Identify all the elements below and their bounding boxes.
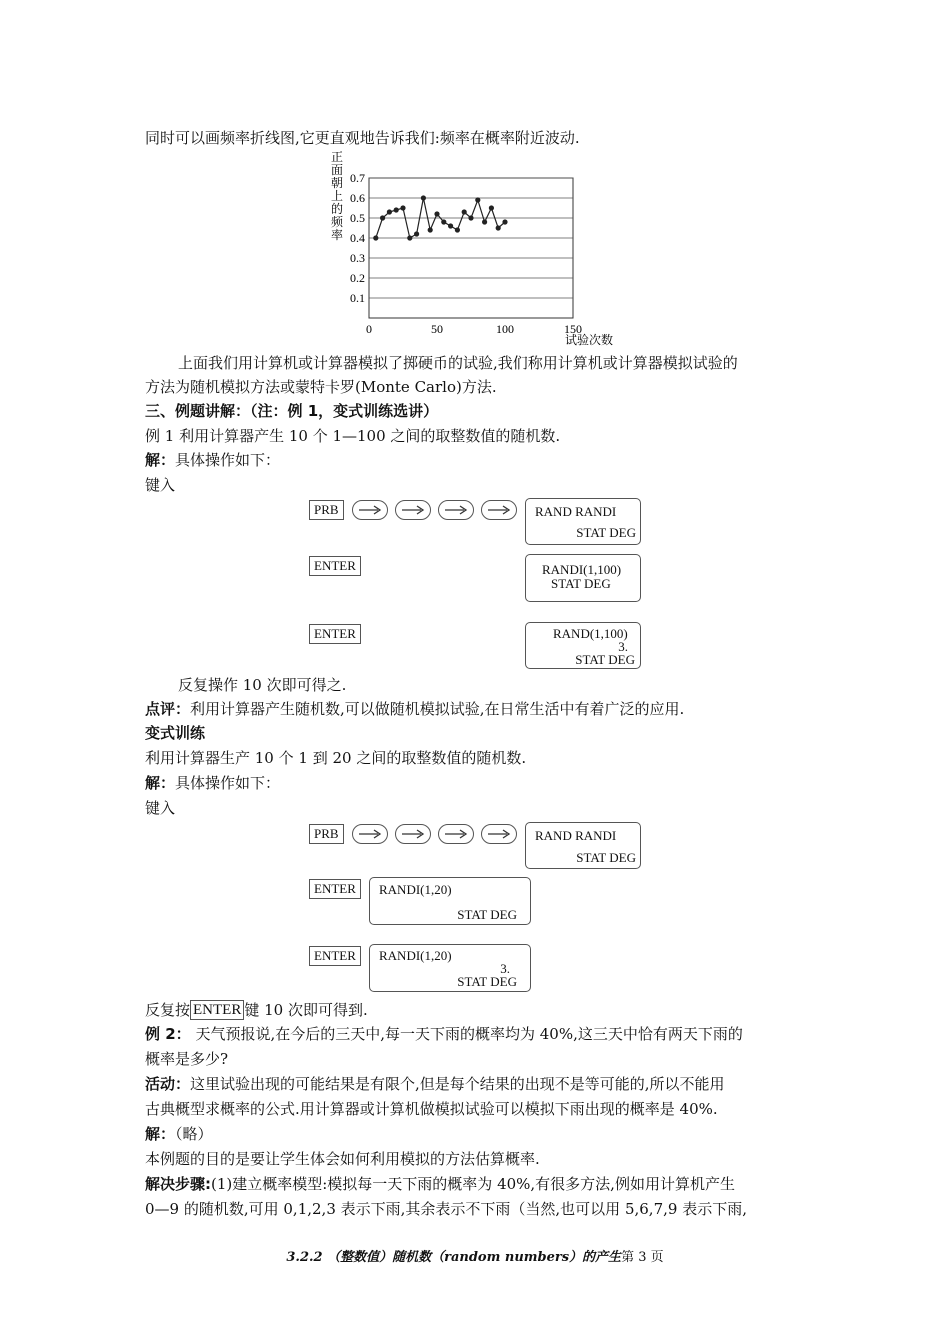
display-text: RANDI(1,100) [542, 562, 622, 577]
plot-frame [369, 178, 573, 318]
y-tick-label: 0.1 [350, 291, 365, 305]
footer-page: 第 3 页 [621, 1250, 664, 1265]
data-point [462, 209, 467, 214]
section-heading: 变式训练 [145, 724, 206, 742]
text-line [145, 1174, 735, 1194]
enter-key: ENTER [309, 556, 361, 576]
text-line: 上面我们用计算机或计算器模拟了掷硬币的试验,我们称用计算机或计算器模拟试验的 [178, 354, 738, 372]
data-point [482, 219, 487, 224]
text-line: 0—9 的随机数,可用 0,1,2,3 表示下雨,其余表示不下雨（当然,也可以用 5,6,7,9 表示下雨, [145, 1200, 747, 1218]
x-tick-label: 0 [366, 322, 372, 336]
display-value: 3. [618, 639, 628, 654]
inline-enter-key: ENTER [190, 1000, 244, 1020]
y-axis-label [331, 150, 344, 242]
text-span: （略） [175, 1125, 213, 1143]
display-value: 3. [500, 961, 510, 976]
text-line [145, 1124, 213, 1144]
data-point [428, 227, 433, 232]
y-tick-label: 0.5 [350, 211, 365, 225]
display-status: STAT DEG [457, 974, 517, 989]
text-line [145, 773, 280, 793]
data-point [475, 197, 480, 202]
data-point [421, 195, 426, 200]
y-tick-label: 0.6 [350, 191, 365, 205]
calc-display [369, 944, 531, 992]
text-span: 反复按 [145, 1001, 191, 1019]
text-line [145, 699, 684, 719]
text-span: 这里试验出现的可能结果是有限个,但是每个结果的出现不是等可能的,所以不能用 [190, 1075, 725, 1093]
label-comment: 点评： [145, 700, 191, 718]
y-axis-label-char: 面 [330, 163, 344, 177]
frequency-line-chart [320, 148, 630, 348]
calc-display [525, 498, 641, 545]
label-example-2: 例 2： [145, 1025, 191, 1043]
y-axis-label-char: 正 [330, 150, 344, 164]
text-line: 反复操作 10 次即可得之. [178, 676, 347, 694]
page-footer [0, 1246, 950, 1265]
x-tick-label: 100 [496, 322, 514, 336]
display-text: RANDI(1,20) [379, 948, 452, 963]
x-tick-labels [366, 322, 582, 336]
label-solution: 解： [145, 774, 176, 792]
text-line: 键入 [145, 799, 176, 817]
text-line: 概率是多少? [145, 1050, 229, 1068]
x-tick-label: 50 [431, 322, 443, 336]
y-axis-label-char: 频 [330, 215, 344, 229]
text-line [145, 1074, 725, 1094]
footer-title: 3.2.2 （整数值）随机数（random numbers）的产生 [286, 1250, 622, 1265]
data-point [502, 219, 507, 224]
data-point [489, 205, 494, 210]
text-line [145, 450, 280, 470]
text-line: 同时可以画频率折线图,它更直观地告诉我们:频率在概率附近波动. [145, 129, 580, 147]
right-arrow-icon [395, 824, 431, 844]
text-line: 古典概型求概率的公式.用计算器或计算机做模拟试验可以模拟下雨出现的概率是 40%. [145, 1100, 718, 1118]
text-line: 键入 [145, 476, 176, 494]
text-span: 天气预报说,在今后的三天中,每一天下雨的概率均为 40%,这三天中恰有两天下雨的 [190, 1025, 743, 1043]
label-solution: 解： [145, 1125, 176, 1143]
prb-key: PRB [309, 824, 344, 844]
right-arrow-icon [352, 824, 388, 844]
calc-display [525, 822, 641, 869]
display-status: STAT DEG [575, 652, 635, 667]
text-span: (1)建立概率模型:模拟每一天下雨的概率为 40%,有很多方法,例如用计算机产生 [211, 1175, 735, 1193]
display-status: STAT DEG [457, 907, 517, 922]
text-span: 利用计算器产生随机数,可以做随机模拟试验,在日常生活中有着广泛的应用. [190, 700, 685, 718]
label-activity: 活动： [145, 1075, 191, 1093]
text-line: 方法为随机模拟方法或蒙特卡罗(Monte Carlo)方法. [145, 378, 497, 396]
enter-key: ENTER [309, 624, 361, 644]
display-text: RANDI(1,20) [379, 882, 452, 897]
text-span: 具体操作如下： [175, 774, 281, 792]
data-point [496, 225, 501, 230]
text-span: 具体操作如下： [175, 451, 281, 469]
right-arrow-icon [352, 500, 388, 520]
chart-grid [369, 178, 573, 318]
data-point [441, 219, 446, 224]
text-line: 利用计算器生产 10 个 1 到 20 之间的取整数值的随机数. [145, 749, 527, 767]
display-status: STAT DEG [576, 525, 636, 540]
data-point [394, 207, 399, 212]
right-arrow-icon [395, 500, 431, 520]
data-point [380, 215, 385, 220]
y-axis-label-char: 的 [330, 202, 344, 216]
text-line: 本例题的目的是要让学生体会如何利用模拟的方法估算概率. [145, 1150, 540, 1168]
display-text: RAND RANDI [535, 504, 617, 519]
calc-display [525, 622, 641, 669]
prb-key: PRB [309, 500, 344, 520]
display-text: RAND(1,100) [553, 626, 628, 641]
right-arrow-icon [438, 500, 474, 520]
right-arrow-icon [481, 824, 517, 844]
x-axis-label: 试验次数 [565, 333, 614, 347]
y-tick-label: 0.7 [350, 171, 365, 185]
y-tick-label: 0.2 [350, 271, 365, 285]
y-axis-label-char: 朝 [330, 176, 344, 190]
display-status: STAT DEG [551, 576, 611, 591]
data-point [448, 223, 453, 228]
label-solution: 解： [145, 451, 176, 469]
text-line [145, 1000, 368, 1020]
y-tick-labels [350, 171, 365, 305]
x-tick-label: 150 [564, 322, 582, 336]
y-tick-label: 0.4 [350, 231, 365, 245]
example-1-title: 例 1 利用计算器产生 10 个 1—100 之间的取整数值的随机数. [145, 427, 561, 445]
label-steps: 解决步骤: [145, 1175, 211, 1193]
display-status: STAT DEG [576, 850, 636, 865]
data-point [407, 235, 412, 240]
enter-key: ENTER [309, 946, 361, 966]
y-axis-label-char: 上 [330, 189, 344, 203]
data-point [468, 215, 473, 220]
right-arrow-icon [438, 824, 474, 844]
data-point [434, 211, 439, 216]
y-tick-label: 0.3 [350, 251, 365, 265]
calc-display [525, 554, 641, 602]
example-2-title [145, 1024, 743, 1044]
calc-display [369, 877, 531, 925]
data-point [373, 235, 378, 240]
display-text: RAND RANDI [535, 828, 617, 843]
enter-key: ENTER [309, 879, 361, 899]
section-heading: 三、例题讲解：（注：例 1，变式训练选讲） [145, 402, 439, 420]
data-point [455, 227, 460, 232]
y-axis-label-char: 率 [330, 228, 344, 242]
right-arrow-icon [481, 500, 517, 520]
data-point [400, 205, 405, 210]
data-point [414, 231, 419, 236]
data-point [387, 209, 392, 214]
text-span: 键 10 次即可得到. [244, 1001, 368, 1019]
